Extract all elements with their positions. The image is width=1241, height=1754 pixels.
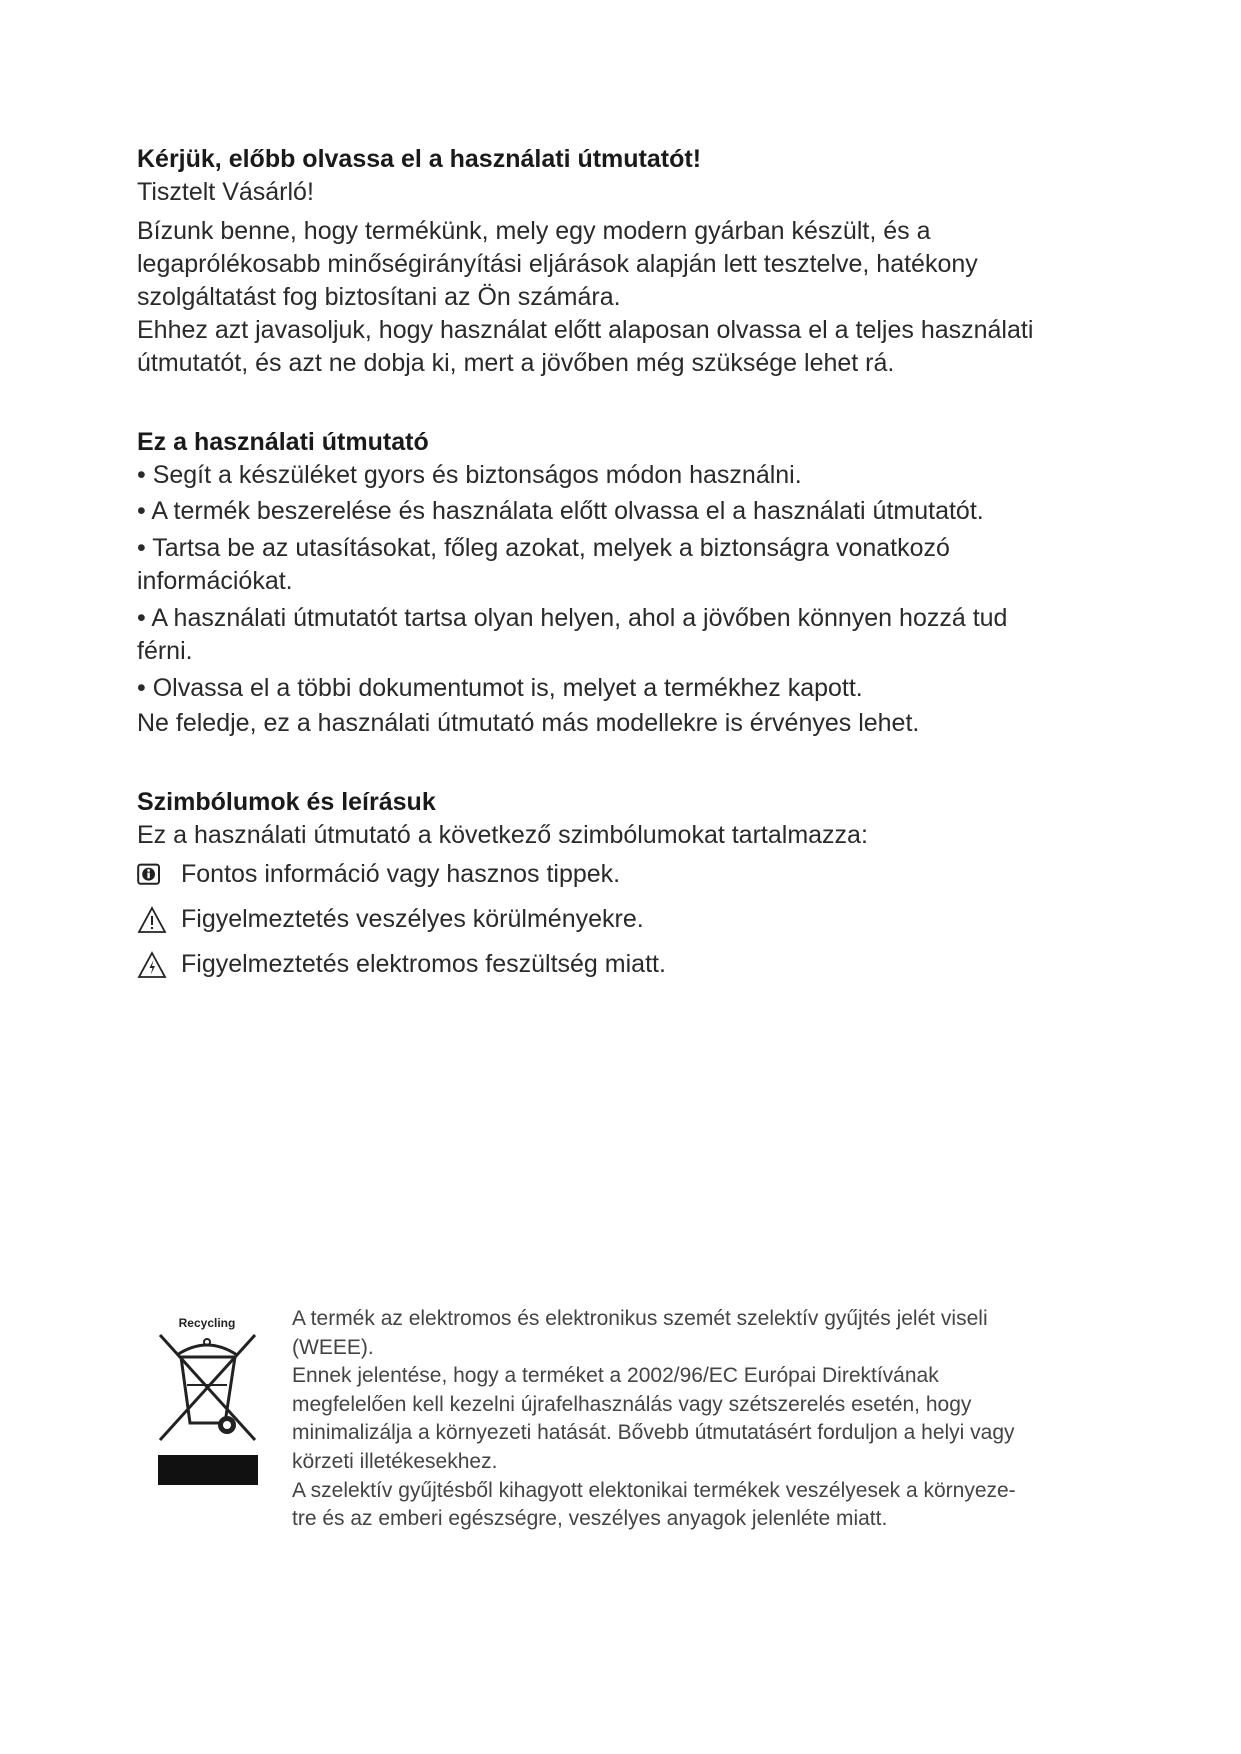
text-line: • A használati útmutatót tartsa olyan helyen, ahol a jövőben könnyen hozzá tud <box>137 604 1008 632</box>
recycling-label: Recycling <box>178 1316 236 1330</box>
symbols-heading: Szimbólumok és leírásuk <box>137 788 436 816</box>
text-line: tre és az emberi egészségre, veszélyes anyagok jelenléte miatt. <box>292 1507 888 1531</box>
symbol-text: Fontos információ vagy hasznos tippek. <box>181 860 621 888</box>
text-line: megfelelően kell kezelni újrafelhasználás vagy szétszerelés esetén, hogy <box>292 1392 972 1416</box>
crossed-bin-icon <box>155 1315 260 1490</box>
symbol-text: Figyelmeztetés veszélyes körülményekre. <box>181 905 644 933</box>
text-line: minimalizálja a környezeti hatását. Bővebb útmutatásért forduljon a helyi vagy <box>292 1421 1015 1445</box>
text-line: • A termék beszerelése és használata előtt olvassa el a használati útmutatót. <box>137 497 984 525</box>
intro-paragraph-2 <box>137 314 1117 380</box>
bullet-item <box>137 459 1117 492</box>
bullet-item <box>137 532 1117 598</box>
symbol-text: Figyelmeztetés elektromos feszültség miatt. <box>181 950 666 978</box>
weee-recycling-logo <box>155 1315 260 1495</box>
greeting: Tisztelt Vásárló! <box>137 178 314 206</box>
text-line: férni. <box>137 637 193 665</box>
symbol-item <box>137 852 1117 897</box>
text-line: Ennek jelentése, hogy a terméket a 2002/96/EC Európai Direktívának <box>292 1364 939 1388</box>
text-line: (WEEE). <box>292 1335 374 1359</box>
text-line: körzeti illetékesekhez. <box>292 1449 498 1473</box>
text-line: A szelektív gyűjtésből kihagyott elektonikai termékek veszélyesek a környeze- <box>292 1478 1016 1502</box>
symbol-item <box>137 942 1117 987</box>
text-line: útmutatót, és azt ne dobja ki, mert a jövőben még szüksége lehet rá. <box>137 349 895 377</box>
weee-notice <box>292 1305 1092 1534</box>
electric-warning-icon <box>137 950 167 980</box>
intro-paragraph-1 <box>137 215 1117 314</box>
text-line: szolgáltatást fog biztosítani az Ön számára. <box>137 283 621 311</box>
warning-icon <box>137 905 167 935</box>
symbols-section <box>137 786 1117 987</box>
guide-section <box>137 426 1117 740</box>
bullet-item <box>137 672 1117 705</box>
guide-note: Ne feledje, ez a használati útmutató más modellekre is érvényes lehet. <box>137 709 920 737</box>
bullet-item <box>137 495 1117 528</box>
text-line: • Olvassa el a többi dokumentumot is, melyet a termékhez kapott. <box>137 674 863 702</box>
bullet-item <box>137 602 1117 668</box>
text-line: információkat. <box>137 567 293 595</box>
text-line: legaprólékosabb minőségirányítási eljárások alapján lett tesztelve, hatékony <box>137 250 978 278</box>
intro-heading: Kérjük, előbb olvassa el a használati útmutatót! <box>137 145 702 173</box>
text-line: Bízunk benne, hogy termékünk, mely egy modern gyárban készült, és a <box>137 217 931 245</box>
text-line: • Tartsa be az utasításokat, főleg azokat, melyek a biztonságra vonatkozó <box>137 534 950 562</box>
text-line: Ehhez azt javasoljuk, hogy használat előtt alaposan olvassa el a teljes használati <box>137 316 1034 344</box>
text-line: A termék az elektromos és elektronikus szemét szelektív gyűjtés jelét viseli <box>292 1307 988 1330</box>
guide-heading: Ez a használati útmutató <box>137 428 429 456</box>
info-icon <box>137 863 161 887</box>
text-line: • Segít a készüléket gyors és biztonságos módon használni. <box>137 461 802 489</box>
intro-section <box>137 143 1117 380</box>
symbol-item <box>137 897 1117 942</box>
symbols-intro: Ez a használati útmutató a következő szimbólumokat tartalmazza: <box>137 821 868 849</box>
